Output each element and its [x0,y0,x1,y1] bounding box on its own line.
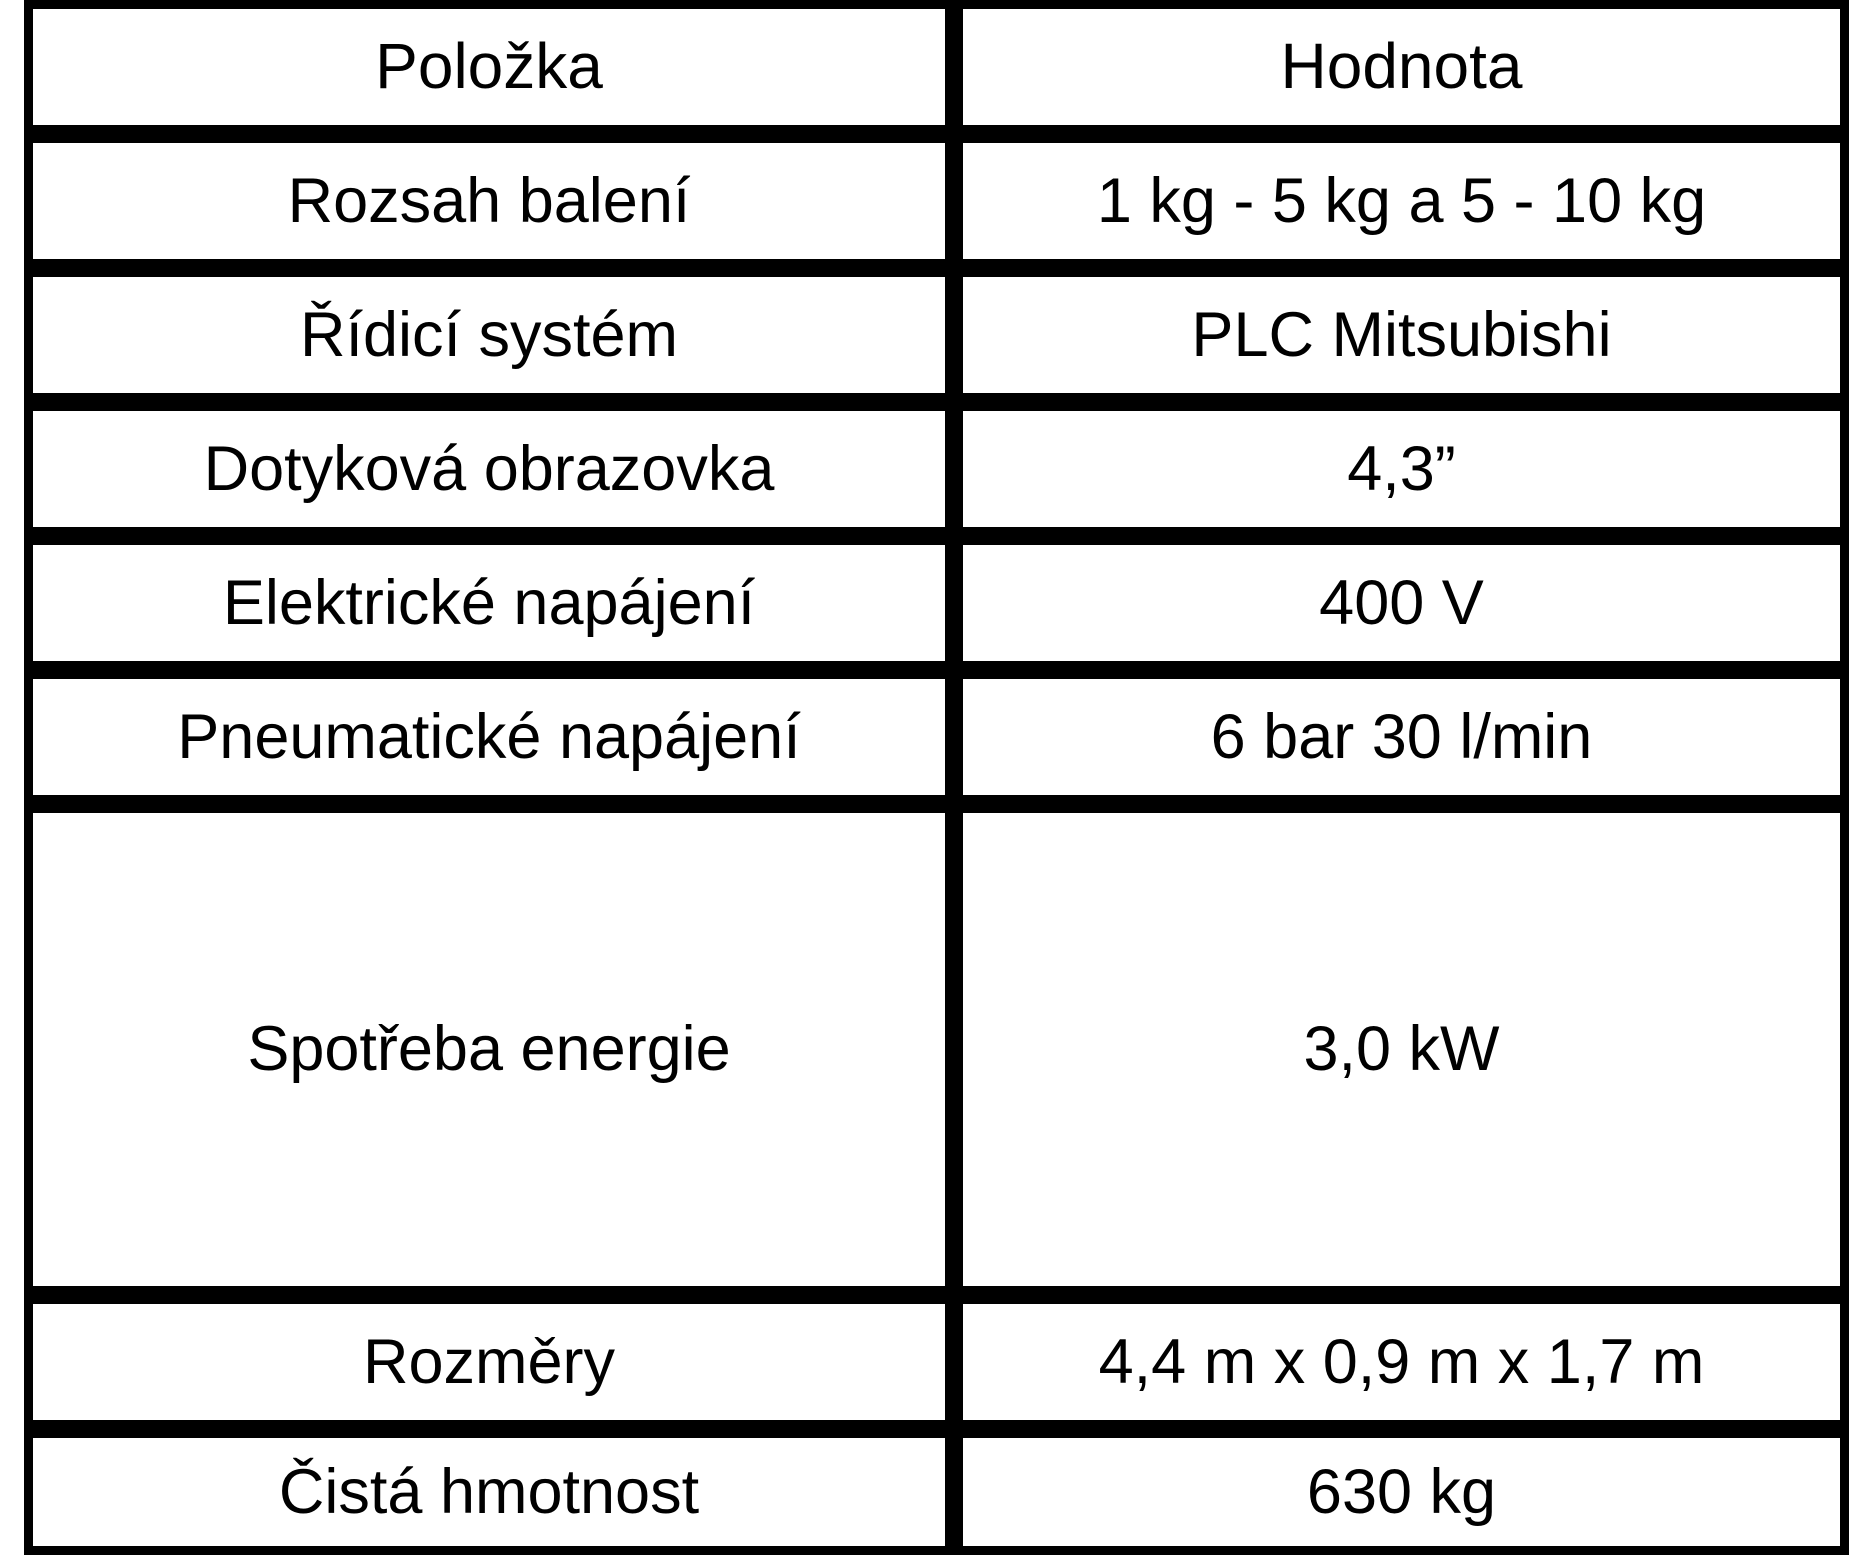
table-row [24,134,1849,268]
table-cell-value [954,268,1849,402]
table-cell-item [24,402,954,536]
table-cell-item-label: Čistá hmotnost [278,1456,700,1527]
table-cell-item [24,804,954,1295]
table-cell-item [24,268,954,402]
table-cell-item [24,1295,954,1429]
table-row [24,670,1849,804]
table-cell-item [24,670,954,804]
table-header-item [24,0,954,134]
table-cell-value [954,402,1849,536]
table-cell-item-label: Elektrické napájení [222,567,756,638]
table-row [24,1429,1849,1555]
table-cell-item-label: Rozsah balení [287,165,691,236]
table-cell-value [954,1429,1849,1555]
table-header-value [954,0,1849,134]
table-row [24,402,1849,536]
table-header-row [24,0,1849,134]
table-cell-value-label: 400 V [1319,567,1484,638]
table-cell-value [954,134,1849,268]
table-cell-value-label: 4,3” [1347,433,1456,504]
table-cell-item-label: Spotřeba energie [247,1014,731,1085]
table-header-value-label: Hodnota [1280,30,1523,103]
table-row [24,804,1849,1295]
table-cell-value-label: 3,0 kW [1303,1014,1500,1085]
table-cell-value-label: 4,4 m x 0,9 m x 1,7 m [1098,1326,1705,1397]
table-cell-item-label: Řídicí systém [299,299,679,370]
table-cell-value [954,670,1849,804]
table-row [24,1295,1849,1429]
table-cell-value-label: 6 bar 30 l/min [1210,701,1593,772]
specification-table [24,0,1849,1555]
table-cell-item-label: Pneumatické napájení [177,701,801,772]
table-cell-item-label: Rozměry [362,1326,616,1397]
table-cell-item-label: Dotyková obrazovka [203,433,775,504]
table-cell-item [24,536,954,670]
table-cell-item [24,1429,954,1555]
table-cell-value-label: 1 kg - 5 kg a 5 - 10 kg [1096,165,1707,236]
table-cell-value [954,536,1849,670]
table-cell-value [954,804,1849,1295]
table-row [24,268,1849,402]
table-cell-value-label: PLC Mitsubishi [1191,299,1612,370]
table-header-item-label: Položka [375,30,603,103]
table-cell-item [24,134,954,268]
table-cell-value [954,1295,1849,1429]
table-row [24,536,1849,670]
table-cell-value-label: 630 kg [1306,1456,1497,1527]
